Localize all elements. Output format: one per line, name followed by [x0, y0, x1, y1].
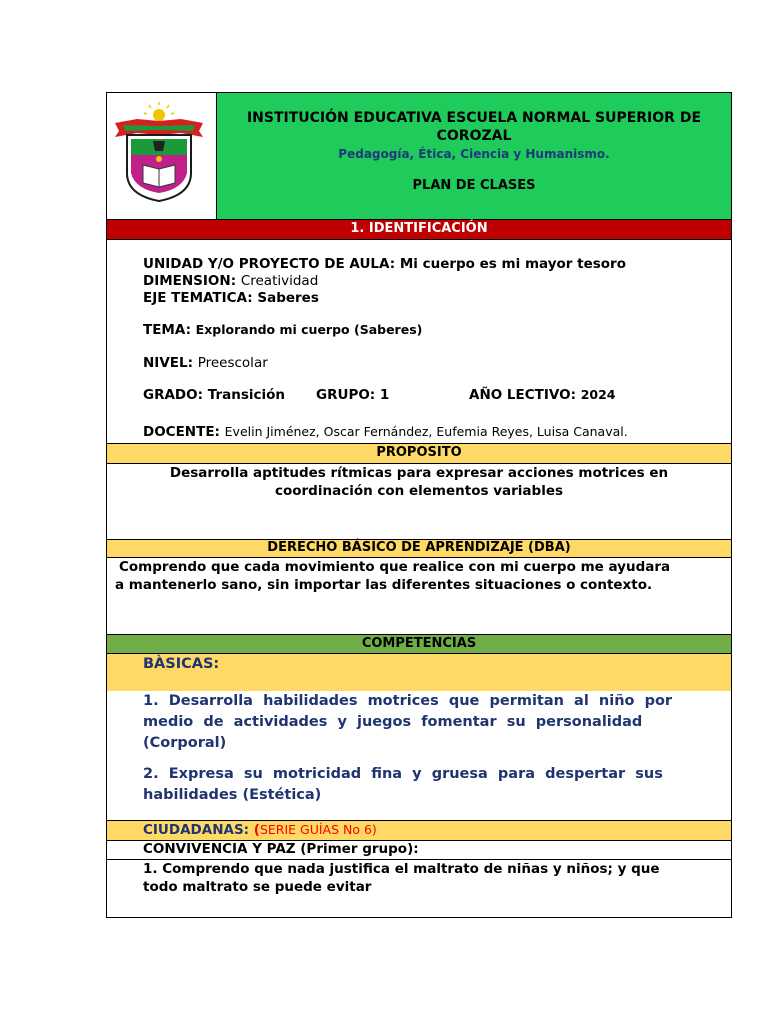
dimension-line: DIMENSION: Creatividad [143, 273, 319, 289]
proposito-header: PROPOSITO [107, 443, 731, 463]
unidad-line: UNIDAD Y/O PROYECTO DE AULA: Mi cuerpo es mi mayor tesoro [143, 256, 626, 272]
basicas-item-1: 1. Desarrolla habilidades motrices que permitan al niño por medio de actividades y juegos fomentar su personalidad (Corporal) [143, 693, 673, 751]
basicas-label: BÀSICAS: [143, 656, 220, 672]
basicas-row [107, 653, 731, 691]
proposito-section [107, 463, 731, 539]
school-crest-icon [107, 93, 217, 219]
docente-line: DOCENTE: Evelin Jiménez, Oscar Fernández, Eufemia Reyes, Luisa Canaval. [143, 424, 628, 440]
tema-line: TEMA: Explorando mi cuerpo (Saberes) [143, 322, 423, 338]
basicas-item-2: 2. Expresa su motricidad fina y gruesa para despertar sus habilidades (Estética) [143, 766, 663, 803]
anio-lectivo-line: AÑO LECTIVO: 2024 [469, 387, 616, 403]
convivencia-text: 1. Comprendo que nada justifica el maltrato de niñas y niños; y que todo maltrato se puede evitar [143, 861, 660, 895]
nivel-line: NIVEL: Preescolar [143, 355, 268, 371]
ciudadanas-row [107, 820, 731, 840]
identificacion-section [107, 239, 731, 443]
convivencia-item [107, 859, 731, 917]
dba-section [107, 557, 731, 634]
institution-name: INSTITUCIÓN EDUCATIVA ESCUELA NORMAL SUPERIOR DE COROZAL [246, 110, 702, 144]
lesson-plan-document [106, 92, 732, 918]
convivencia-row [107, 840, 731, 859]
institution-motto: Pedagogía, Ética, Ciencia y Humanismo. [338, 147, 610, 161]
plan-title: PLAN DE CLASES [412, 178, 536, 193]
identificacion-header: 1. IDENTIFICACIÓN [107, 219, 731, 239]
basicas-items [107, 691, 731, 818]
dba-header: DERECHO BÁSICO DE APRENDIZAJE (DBA) [107, 539, 731, 557]
ciudadanas-label: CIUDADANAS: (SERIE GUÍAS No 6) [143, 822, 377, 838]
header-title-cell [217, 93, 731, 219]
eje-line: EJE TEMATICA: Saberes [143, 290, 319, 306]
convivencia-label: CONVIVENCIA Y PAZ (Primer grupo): [143, 841, 419, 857]
school-logo-cell [107, 93, 217, 219]
dba-text: Comprendo que cada movimiento que realice con mi cuerpo me ayudara a mantenerlo sano, sin importar las diferentes situaciones o contexto. [115, 559, 671, 593]
grado-line: GRADO: Transición [143, 387, 286, 403]
grupo-line: GRUPO: 1 [316, 387, 390, 403]
competencias-header: COMPETENCIAS [107, 634, 731, 653]
proposito-text: Desarrolla aptitudes rítmicas para expresar acciones motrices en coordinación con elementos variables [169, 465, 669, 499]
